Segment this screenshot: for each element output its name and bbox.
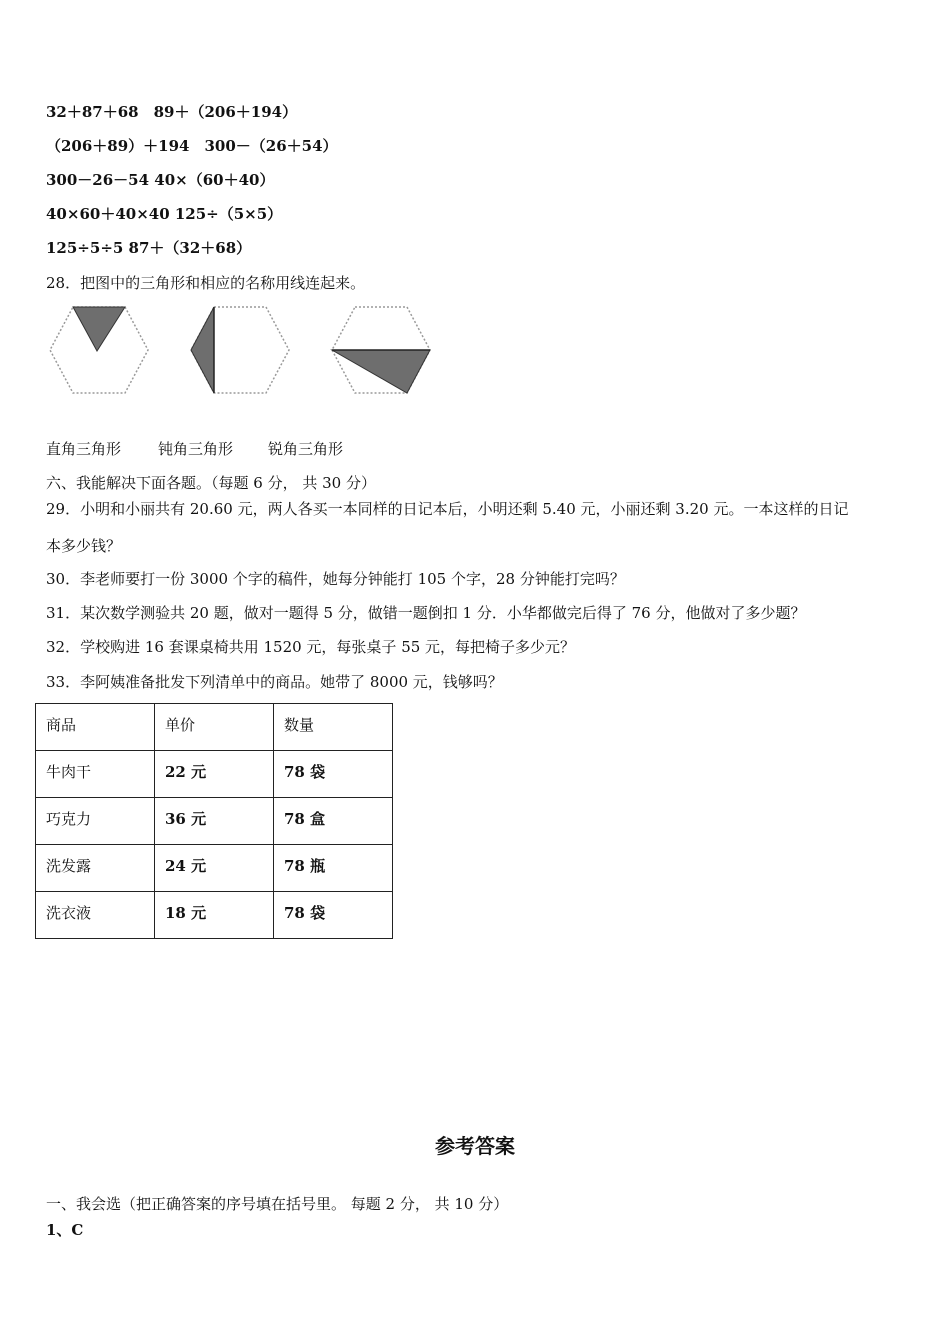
question-29-line-2: 本多少钱？ xyxy=(46,537,122,555)
question-29-line-1: 29．小明和小丽共有 20.60 元，两人各买一本同样的日记本后，小明还剩 5.40 元，小丽还剩 3.20 元。一本这样的日记 xyxy=(46,500,849,518)
table-cell: 18 元 xyxy=(155,892,274,939)
question-32: 32．学校购进 16 套课桌椅共用 1520 元，每张桌子 55 元，每把椅子多少元？ xyxy=(46,638,576,656)
table-cell: 36 元 xyxy=(155,798,274,845)
header-cell: 单价 xyxy=(155,704,274,751)
table-cell: 24 元 xyxy=(155,845,274,892)
answers-section-1-title: 一、我会选（把正确答案的序号填在括号里。 每题 2 分， 共 10 分） xyxy=(46,1195,509,1213)
table-row xyxy=(36,892,393,939)
hexagon-1 xyxy=(50,307,148,393)
header-cell: 商品 xyxy=(36,704,155,751)
calc-line-2: （206＋89）＋194 300－（26＋54） xyxy=(46,137,338,155)
label-obtuse-triangle: 钝角三角形 xyxy=(158,440,234,458)
table-row xyxy=(36,798,393,845)
calc-line-3: 300－26－54 40×（60＋40） xyxy=(46,171,275,189)
hexagon-figures xyxy=(44,302,444,398)
table-row xyxy=(36,845,393,892)
table-cell: 巧克力 xyxy=(36,798,155,845)
table-cell: 洗发露 xyxy=(36,845,155,892)
question-33: 33．李阿姨准备批发下列清单中的商品。她带了 8000 元，钱够吗？ xyxy=(46,673,503,691)
question-31: 31．某次数学测验共 20 题，做对一题得 5 分，做错一题倒扣 1 分．小华都做完后得了 76 分，他做对了多少题？ xyxy=(46,604,806,622)
table-cell: 78 盒 xyxy=(274,798,393,845)
question-28: 28．把图中的三角形和相应的名称用线连起来。 xyxy=(46,274,366,292)
calc-line-5: 125÷5÷5 87＋（32＋68） xyxy=(46,239,252,257)
header-cell: 数量 xyxy=(274,704,393,751)
answers-title: 参考答案 xyxy=(435,1134,515,1158)
table-cell: 22 元 xyxy=(155,751,274,798)
question-30: 30．李老师要打一份 3000 个字的稿件，她每分钟能打 105 个字，28 分钟能打完吗？ xyxy=(46,570,625,588)
label-acute-triangle: 锐角三角形 xyxy=(268,440,344,458)
table-cell: 洗衣液 xyxy=(36,892,155,939)
answer-1: 1、C xyxy=(46,1221,84,1239)
label-right-triangle: 直角三角形 xyxy=(46,440,122,458)
table-cell: 78 袋 xyxy=(274,892,393,939)
table-cell: 78 袋 xyxy=(274,751,393,798)
calc-line-4: 40×60＋40×40 125÷（5×5） xyxy=(46,205,283,223)
hexagon-2 xyxy=(191,307,289,393)
section-6-title: 六、我能解决下面各题。（每题 6 分， 共 30 分） xyxy=(46,474,376,492)
hexagon-3 xyxy=(332,307,430,393)
table-header-row xyxy=(36,704,393,751)
table-cell: 78 瓶 xyxy=(274,845,393,892)
table-cell: 牛肉干 xyxy=(36,751,155,798)
calc-line-1: 32＋87＋68 89＋（206＋194） xyxy=(46,103,298,121)
table-row xyxy=(36,751,393,798)
goods-table xyxy=(35,703,393,939)
